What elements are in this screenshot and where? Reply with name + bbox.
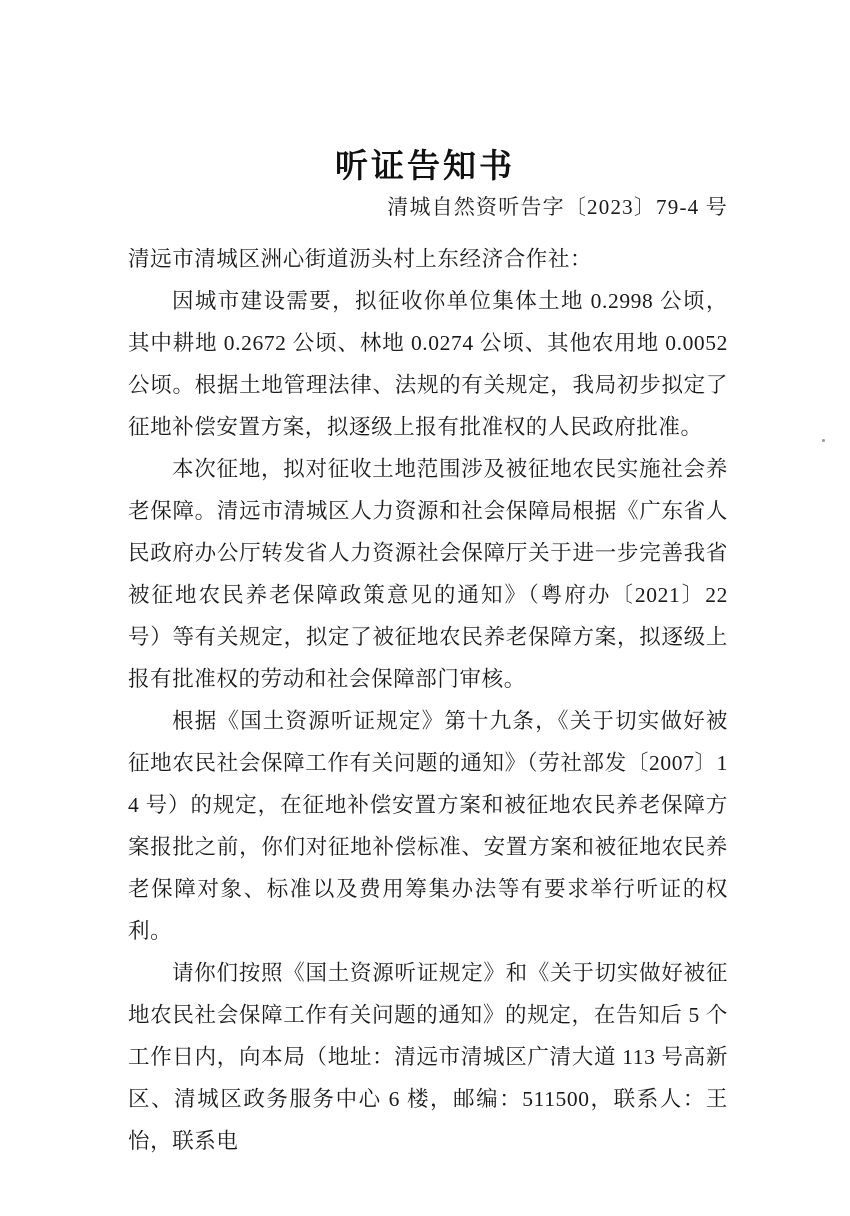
paragraph-2: 本次征地，拟对征收土地范围涉及被征地农民实施社会养老保障。清远市清城区人力资源和社会保障局根据《广东省人民政府办公厅转发省人力资源社会保障厅关于进一步完善我省被征地农民养老保障政策意见的通知》（粤府办〔2021〕22 号）等有关规定，拟定了被征地农民养老保障方案，拟逐级上报有批准权的劳动和社会保障部门审核。 (128, 457, 728, 691)
paragraph-1: 因城市建设需要，拟征收你单位集体土地 0.2998 公顷，其中耕地 0.2672 公顷、林地 0.0274 公顷、其他农用地 0.0052 公顷。根据土地管理法律、法规的有关规定，我局初步拟定了征地补偿安置方案，拟逐级上报有批准权的人民政府批准。 (128, 289, 728, 439)
paragraph-4: 请你们按照《国土资源听证规定》和《关于切实做好被征地农民社会保障工作有关问题的通知》的规定，在告知后 5 个工作日内，向本局（地址：清远市清城区广清大道 113 号高新区、清城区政务服务中心 6 楼，邮编：511500，联系人：王怡，联系电 (128, 961, 728, 1153)
document-number: 清城自然资听告字〔2023〕79-4 号 (387, 195, 728, 219)
paragraph-3: 根据《国土资源听证规定》第十九条，《关于切实做好被征地农民社会保障工作有关问题的通知》（劳社部发〔2007〕14 号）的规定，在征地补偿安置方案和被征地农民养老保障方案报批之前，你们对征地补偿标准、安置方案和被征地农民养老保障对象、标准以及费用筹集办法等有要求举行听证的权利。 (128, 709, 728, 943)
document-body (128, 238, 728, 1162)
page-title: 听证告知书 (335, 147, 515, 185)
scan-speck (822, 439, 825, 442)
addressee-line: 清远市清城区洲心街道沥头村上东经济合作社： (128, 247, 593, 271)
